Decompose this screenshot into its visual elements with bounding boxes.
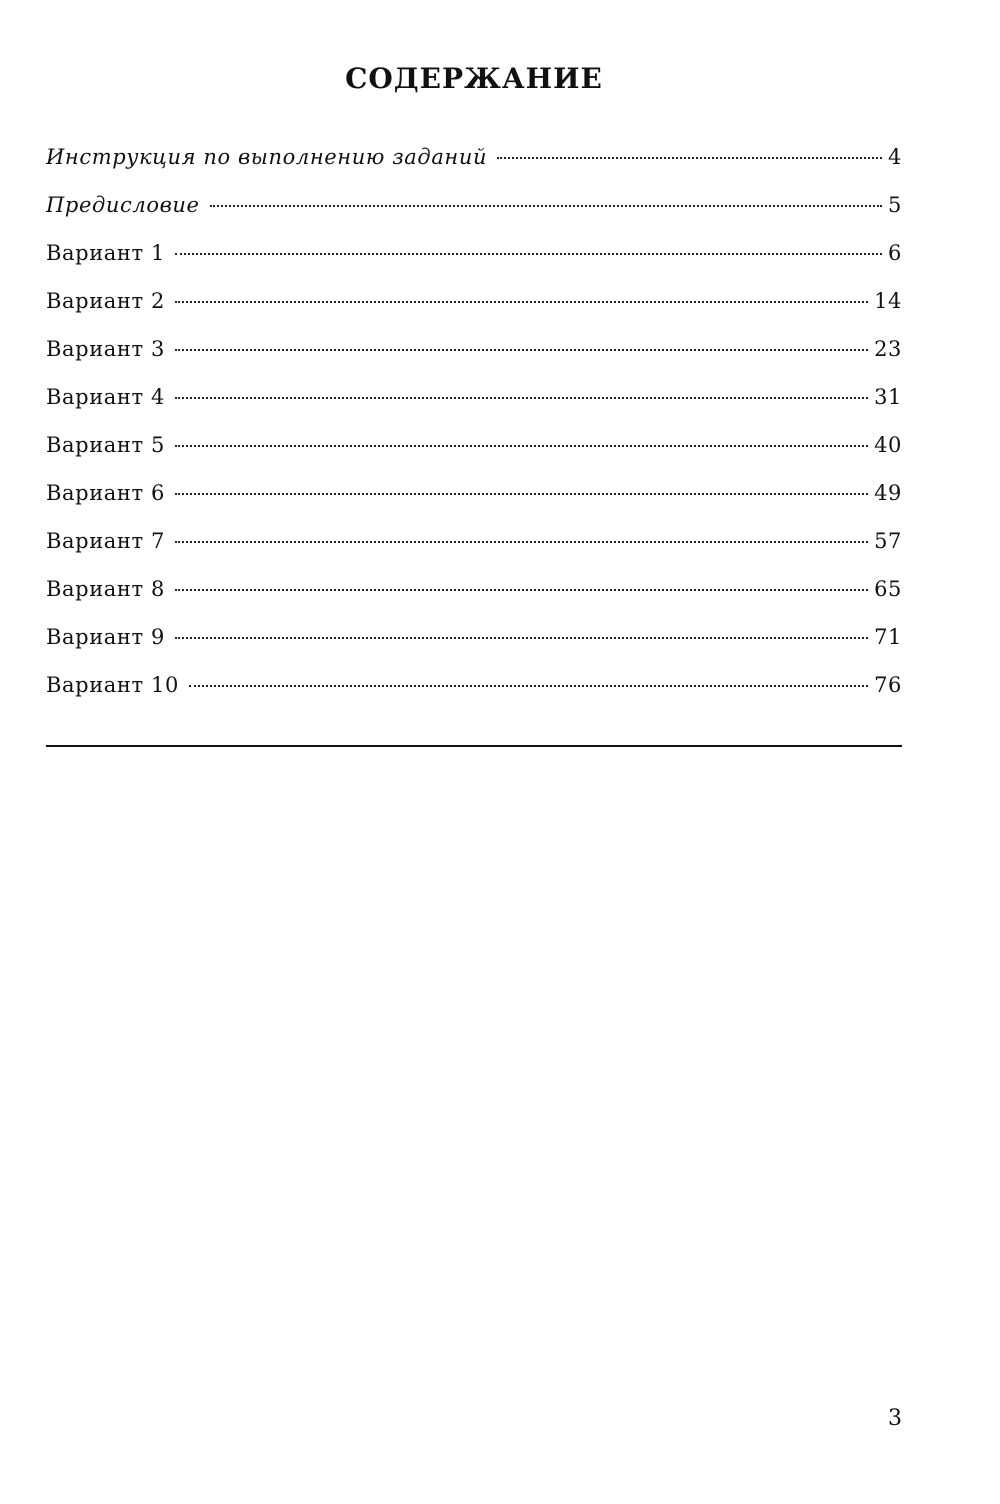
toc-entry-page: 49 (874, 481, 902, 505)
toc-entry-preface[interactable] (46, 193, 902, 241)
table-of-contents (46, 145, 902, 721)
toc-entry-label: Предисловие (46, 193, 200, 217)
dot-leader (189, 685, 868, 687)
horizontal-divider (46, 745, 902, 747)
toc-entry-label: Вариант 5 (46, 433, 165, 457)
toc-entry-variant-3[interactable] (46, 337, 902, 385)
dot-leader (175, 349, 868, 351)
dot-leader (175, 637, 868, 639)
toc-entry-variant-5[interactable] (46, 433, 902, 481)
dot-leader (175, 493, 868, 495)
toc-entry-page: 31 (874, 385, 902, 409)
toc-entry-label: Вариант 2 (46, 289, 165, 313)
toc-entry-label: Вариант 9 (46, 625, 165, 649)
toc-entry-label: Вариант 4 (46, 385, 165, 409)
toc-entry-variant-2[interactable] (46, 289, 902, 337)
page-title: СОДЕРЖАНИЕ (345, 62, 603, 95)
toc-entry-page: 65 (874, 577, 902, 601)
toc-entry-label: Вариант 3 (46, 337, 165, 361)
toc-entry-page: 6 (888, 241, 902, 265)
toc-entry-page: 23 (874, 337, 902, 361)
dot-leader (497, 157, 882, 159)
dot-leader (175, 589, 868, 591)
toc-entry-label: Вариант 1 (46, 241, 165, 265)
toc-entry-page: 57 (874, 529, 902, 553)
toc-entry-instructions[interactable] (46, 145, 902, 193)
toc-entry-label: Вариант 8 (46, 577, 165, 601)
dot-leader (175, 301, 868, 303)
toc-entry-variant-1[interactable] (46, 241, 902, 289)
dot-leader (175, 397, 868, 399)
toc-entry-page: 40 (874, 433, 902, 457)
toc-entry-page: 5 (888, 193, 902, 217)
toc-entry-page: 71 (874, 625, 902, 649)
toc-entry-variant-9[interactable] (46, 625, 902, 673)
toc-entry-page: 14 (874, 289, 902, 313)
toc-entry-label: Инструкция по выполнению заданий (46, 145, 488, 169)
toc-entry-label: Вариант 7 (46, 529, 165, 553)
dot-leader (210, 205, 882, 207)
dot-leader (175, 253, 882, 255)
toc-entry-variant-8[interactable] (46, 577, 902, 625)
dot-leader (175, 541, 868, 543)
toc-entry-variant-4[interactable] (46, 385, 902, 433)
toc-entry-variant-7[interactable] (46, 529, 902, 577)
toc-entry-page: 76 (874, 673, 902, 697)
toc-entry-label: Вариант 6 (46, 481, 165, 505)
dot-leader (175, 445, 868, 447)
toc-entry-variant-10[interactable] (46, 673, 902, 721)
toc-entry-variant-6[interactable] (46, 481, 902, 529)
page-number: 3 (888, 1406, 902, 1431)
toc-entry-page: 4 (888, 145, 902, 169)
toc-entry-label: Вариант 10 (46, 673, 179, 697)
